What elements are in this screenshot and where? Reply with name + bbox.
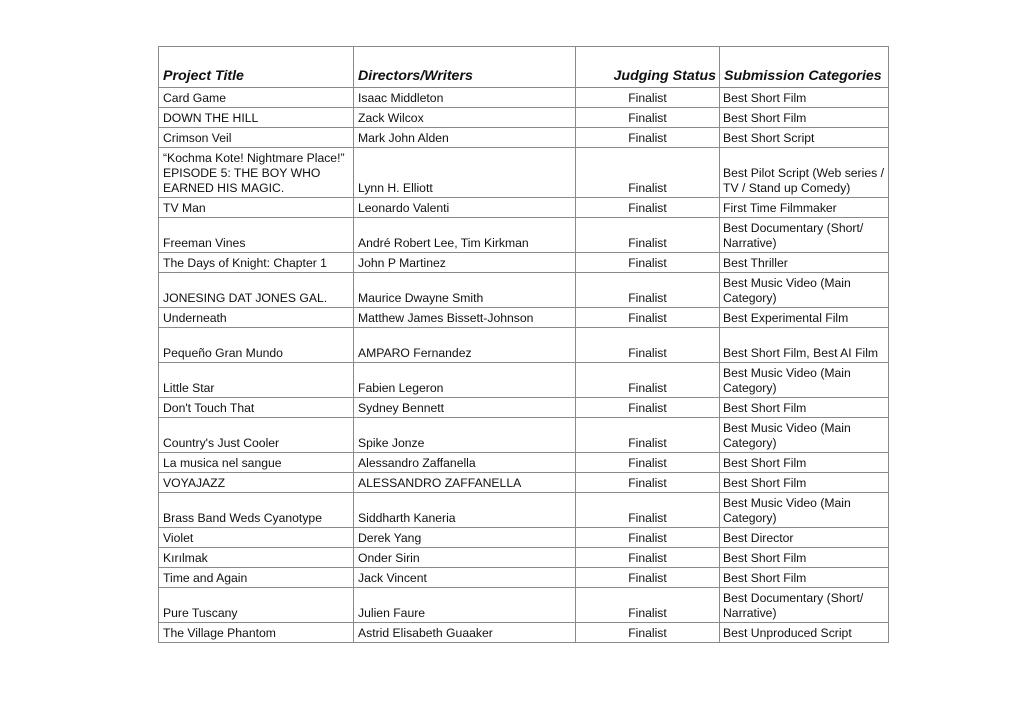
cell-directors-writers: Siddharth Kaneria — [354, 493, 576, 528]
cell-judging-status: Finalist — [576, 128, 720, 148]
table-row — [159, 273, 889, 308]
cell-judging-status: Finalist — [576, 398, 720, 418]
table-row — [159, 88, 889, 108]
header-judging-status: Judging Status — [576, 47, 720, 88]
cell-submission-category: Best Short Film, Best AI Film — [720, 328, 889, 363]
header-row — [159, 47, 889, 88]
cell-directors-writers: Julien Faure — [354, 588, 576, 623]
table-row — [159, 528, 889, 548]
cell-project-title: TV Man — [159, 198, 354, 218]
cell-directors-writers: Spike Jonze — [354, 418, 576, 453]
cell-submission-category: Best Music Video (Main Category) — [720, 273, 889, 308]
cell-judging-status: Finalist — [576, 568, 720, 588]
header-directors-writers: Directors/Writers — [354, 47, 576, 88]
cell-submission-category: Best Short Film — [720, 473, 889, 493]
table-row — [159, 588, 889, 623]
cell-submission-category: Best Short Film — [720, 88, 889, 108]
cell-submission-category: Best Thriller — [720, 253, 889, 273]
cell-project-title: The Village Phantom — [159, 623, 354, 643]
cell-project-title: La musica nel sangue — [159, 453, 354, 473]
cell-submission-category: Best Short Film — [720, 548, 889, 568]
table-row — [159, 623, 889, 643]
table-row — [159, 148, 889, 198]
cell-project-title: Little Star — [159, 363, 354, 398]
cell-project-title: Time and Again — [159, 568, 354, 588]
cell-judging-status: Finalist — [576, 588, 720, 623]
table-row — [159, 328, 889, 363]
cell-project-title: Pequeño Gran Mundo — [159, 328, 354, 363]
cell-submission-category: First Time Filmmaker — [720, 198, 889, 218]
table-row — [159, 218, 889, 253]
cell-project-title: Kırılmak — [159, 548, 354, 568]
cell-project-title: JONESING DAT JONES GAL. — [159, 273, 354, 308]
cell-judging-status: Finalist — [576, 623, 720, 643]
cell-submission-category: Best Experimental Film — [720, 308, 889, 328]
cell-judging-status: Finalist — [576, 528, 720, 548]
cell-submission-category: Best Music Video (Main Category) — [720, 363, 889, 398]
table-row — [159, 108, 889, 128]
cell-directors-writers: AMPARO Fernandez — [354, 328, 576, 363]
cell-directors-writers: Mark John Alden — [354, 128, 576, 148]
cell-project-title: VOYAJAZZ — [159, 473, 354, 493]
cell-directors-writers: André Robert Lee, Tim Kirkman — [354, 218, 576, 253]
cell-directors-writers: Isaac Middleton — [354, 88, 576, 108]
cell-directors-writers: Sydney Bennett — [354, 398, 576, 418]
cell-project-title: Country's Just Cooler — [159, 418, 354, 453]
table-row — [159, 418, 889, 453]
cell-submission-category: Best Short Film — [720, 108, 889, 128]
cell-judging-status: Finalist — [576, 418, 720, 453]
table-row — [159, 363, 889, 398]
cell-judging-status: Finalist — [576, 273, 720, 308]
table-row — [159, 493, 889, 528]
table-row — [159, 198, 889, 218]
cell-project-title: Crimson Veil — [159, 128, 354, 148]
header-submission-categories: Submission Categories — [720, 47, 889, 88]
cell-project-title: The Days of Knight: Chapter 1 — [159, 253, 354, 273]
table-row — [159, 253, 889, 273]
cell-judging-status: Finalist — [576, 328, 720, 363]
cell-judging-status: Finalist — [576, 88, 720, 108]
cell-submission-category: Best Short Film — [720, 453, 889, 473]
cell-judging-status: Finalist — [576, 473, 720, 493]
cell-project-title: Brass Band Weds Cyanotype — [159, 493, 354, 528]
cell-submission-category: Best Documentary (Short/ Narrative) — [720, 588, 889, 623]
cell-judging-status: Finalist — [576, 253, 720, 273]
cell-judging-status: Finalist — [576, 453, 720, 473]
cell-submission-category: Best Director — [720, 528, 889, 548]
table-row — [159, 398, 889, 418]
table-row — [159, 473, 889, 493]
cell-directors-writers: Jack Vincent — [354, 568, 576, 588]
cell-judging-status: Finalist — [576, 308, 720, 328]
cell-directors-writers: Lynn H. Elliott — [354, 148, 576, 198]
cell-project-title: Freeman Vines — [159, 218, 354, 253]
cell-submission-category: Best Music Video (Main Category) — [720, 493, 889, 528]
cell-judging-status: Finalist — [576, 218, 720, 253]
table-body — [159, 88, 889, 643]
cell-directors-writers: Maurice Dwayne Smith — [354, 273, 576, 308]
cell-submission-category: Best Short Script — [720, 128, 889, 148]
cell-submission-category: Best Documentary (Short/ Narrative) — [720, 218, 889, 253]
cell-directors-writers: Astrid Elisabeth Guaaker — [354, 623, 576, 643]
cell-directors-writers: Derek Yang — [354, 528, 576, 548]
cell-project-title: “Kochma Kote! Nightmare Place!” EPISODE 5: THE BOY WHO EARNED HIS MAGIC. — [159, 148, 354, 198]
cell-judging-status: Finalist — [576, 108, 720, 128]
table-row — [159, 568, 889, 588]
cell-judging-status: Finalist — [576, 198, 720, 218]
cell-project-title: Don't Touch That — [159, 398, 354, 418]
cell-submission-category: Best Short Film — [720, 568, 889, 588]
table-row — [159, 128, 889, 148]
cell-submission-category: Best Pilot Script (Web series / TV / Stand up Comedy) — [720, 148, 889, 198]
header-project-title: Project Title — [159, 47, 354, 88]
cell-directors-writers: Alessandro Zaffanella — [354, 453, 576, 473]
cell-judging-status: Finalist — [576, 548, 720, 568]
table-row — [159, 308, 889, 328]
cell-project-title: DOWN THE HILL — [159, 108, 354, 128]
cell-directors-writers: ALESSANDRO ZAFFANELLA — [354, 473, 576, 493]
cell-directors-writers: Fabien Legeron — [354, 363, 576, 398]
cell-project-title: Pure Tuscany — [159, 588, 354, 623]
cell-directors-writers: Matthew James Bissett-Johnson — [354, 308, 576, 328]
cell-directors-writers: Leonardo Valenti — [354, 198, 576, 218]
cell-submission-category: Best Unproduced Script — [720, 623, 889, 643]
cell-submission-category: Best Short Film — [720, 398, 889, 418]
cell-judging-status: Finalist — [576, 493, 720, 528]
cell-submission-category: Best Music Video (Main Category) — [720, 418, 889, 453]
cell-directors-writers: Onder Sirin — [354, 548, 576, 568]
cell-directors-writers: John P Martinez — [354, 253, 576, 273]
cell-project-title: Underneath — [159, 308, 354, 328]
cell-project-title: Violet — [159, 528, 354, 548]
cell-project-title: Card Game — [159, 88, 354, 108]
table-row — [159, 453, 889, 473]
table-row — [159, 548, 889, 568]
cell-judging-status: Finalist — [576, 363, 720, 398]
cell-judging-status: Finalist — [576, 148, 720, 198]
cell-directors-writers: Zack Wilcox — [354, 108, 576, 128]
finalists-table — [158, 46, 889, 643]
